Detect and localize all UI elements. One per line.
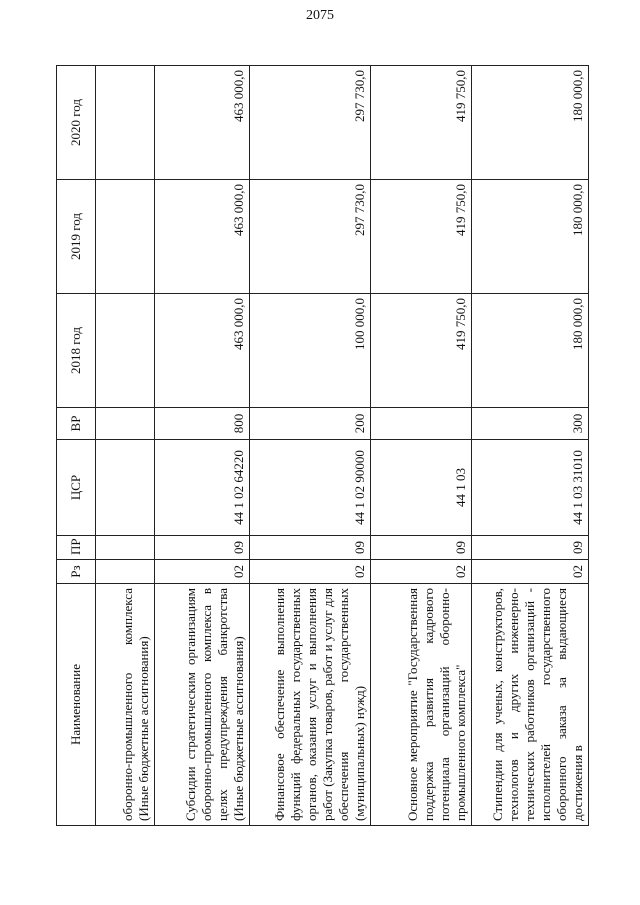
row-2020 — [96, 66, 155, 180]
row-2020: 297 730,0 — [250, 66, 371, 180]
table-row — [371, 66, 472, 826]
row-vr: 200 — [250, 408, 371, 440]
row-csr: 44 1 03 — [371, 440, 472, 536]
table-row — [155, 66, 250, 826]
table-header-row — [57, 66, 96, 826]
header-2020: 2020 год — [57, 66, 96, 180]
row-rz: 02 — [155, 560, 250, 584]
table-row — [472, 66, 589, 826]
header-2018: 2018 год — [57, 294, 96, 408]
row-csr — [96, 440, 155, 536]
row-pr: 09 — [472, 536, 589, 560]
row-2020: 463 000,0 — [155, 66, 250, 180]
row-vr — [371, 408, 472, 440]
row-2019: 463 000,0 — [155, 180, 250, 294]
row-rz: 02 — [250, 560, 371, 584]
row-2018: 463 000,0 — [155, 294, 250, 408]
row-pr: 09 — [155, 536, 250, 560]
header-rz: Рз — [57, 560, 96, 584]
row-vr: 800 — [155, 408, 250, 440]
row-pr — [96, 536, 155, 560]
row-vr — [96, 408, 155, 440]
row-2018: 180 000,0 — [472, 294, 589, 408]
budget-table — [56, 65, 589, 826]
row-name: Стипендии для ученых, конструкторов, технологов и других инженерно-технических работников организаций - исполнителей государственного оборонного заказа за выдающиеся достижения в — [472, 584, 589, 826]
page-number: 2075 — [306, 8, 334, 23]
table-row — [250, 66, 371, 826]
row-2019: 419 750,0 — [371, 180, 472, 294]
row-2020: 419 750,0 — [371, 66, 472, 180]
header-2019: 2019 год — [57, 180, 96, 294]
header-vr: ВР — [57, 408, 96, 440]
table-row — [96, 66, 155, 826]
row-csr: 44 1 03 31010 — [472, 440, 589, 536]
row-2018: 100 000,0 — [250, 294, 371, 408]
row-name: оборонно-промышленного комплекса (Иные бюджетные ассигнования) — [96, 584, 155, 826]
row-pr: 09 — [371, 536, 472, 560]
row-2019 — [96, 180, 155, 294]
row-rz: 02 — [472, 560, 589, 584]
row-pr: 09 — [250, 536, 371, 560]
header-csr: ЦСР — [57, 440, 96, 536]
row-name: Основное мероприятие "Государственная поддержка развития кадрового потенциала организаций оборонно-промышленного комплекса" — [371, 584, 472, 826]
row-2019: 297 730,0 — [250, 180, 371, 294]
row-name: Финансовое обеспечение выполнения функций федеральных государственных органов, оказания услуг и выполнения работ (Закупка товаров, работ и услуг для обеспечения государственных (муниципальных) нужд) — [250, 584, 371, 826]
row-2018: 419 750,0 — [371, 294, 472, 408]
header-name: Наименование — [57, 584, 96, 826]
row-csr: 44 1 02 90000 — [250, 440, 371, 536]
row-csr: 44 1 02 64220 — [155, 440, 250, 536]
row-2018 — [96, 294, 155, 408]
row-2019: 180 000,0 — [472, 180, 589, 294]
row-vr: 300 — [472, 408, 589, 440]
row-2020: 180 000,0 — [472, 66, 589, 180]
row-rz — [96, 560, 155, 584]
row-name: Субсидии стратегическим организациям оборонно-промышленного комплекса в целях предупреждения банкротства (Иные бюджетные ассигнования) — [155, 584, 250, 826]
header-pr: ПР — [57, 536, 96, 560]
row-rz: 02 — [371, 560, 472, 584]
rotated-page-content — [56, 66, 586, 826]
